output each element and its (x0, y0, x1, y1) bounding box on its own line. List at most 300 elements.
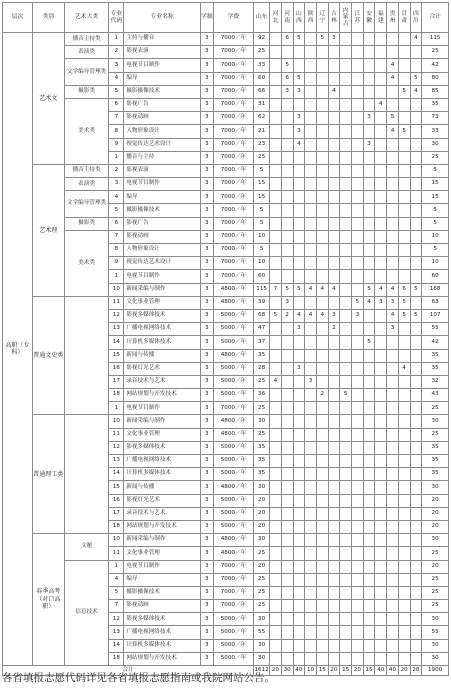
quota-jilin: 3 (328, 309, 340, 322)
row-total-cell: 73 (422, 112, 449, 125)
major-code-cell: 13 (109, 323, 124, 336)
quota-sichuan (410, 494, 422, 507)
quota-shanxi (293, 244, 305, 257)
quota-gansu: 5 (398, 125, 410, 138)
major-code-cell: 16 (109, 494, 124, 507)
quota-jiangsu (352, 33, 364, 46)
header-art-class: 艺术大类 (64, 3, 109, 33)
major-code-cell: 6 (109, 217, 124, 230)
quota-hebei (270, 217, 282, 230)
major-code-cell: 18 (109, 652, 124, 665)
quota-fujian (375, 600, 387, 613)
quota-shandong: 15 (254, 178, 270, 191)
column-total-shaanxi: 10 (305, 666, 317, 676)
quota-hebei (270, 349, 282, 362)
quota-sichuan (410, 112, 422, 125)
quota-shaanxi (305, 626, 317, 639)
tuition-cell: 7000／年 (213, 204, 253, 217)
tuition-cell: 5000／年 (213, 323, 253, 336)
major-name-cell: 电视节目制作 (124, 270, 201, 283)
quota-guizhou (387, 85, 399, 98)
quota-liaoning (316, 468, 328, 481)
major-code-cell: 12 (109, 309, 124, 322)
major-name-cell: 编导 (124, 72, 201, 85)
quota-henan: 3 (281, 85, 293, 98)
quota-jiangsu (352, 455, 364, 468)
quota-hebei (270, 323, 282, 336)
quota-liaoning (316, 534, 328, 547)
quota-shandong: 55 (254, 626, 270, 639)
quota-sichuan (410, 507, 422, 520)
quota-shandong: 30 (254, 652, 270, 665)
quota-jiangsu (352, 204, 364, 217)
quota-guizhou (387, 441, 399, 454)
quota-guizhou (387, 626, 399, 639)
quota-jiangsu (352, 468, 364, 481)
duration-cell: 3 (200, 402, 213, 415)
quota-neimenggu (340, 72, 352, 85)
header-sichuan: 四川 (410, 3, 422, 33)
row-total-cell: 55 (422, 626, 449, 639)
quota-guizhou: 4 (387, 72, 399, 85)
quota-liaoning (316, 600, 328, 613)
quota-anhui (363, 520, 375, 533)
header-category: 类别 (32, 3, 64, 33)
quota-jilin: 4 (328, 283, 340, 296)
quota-shandong: 33 (254, 59, 270, 72)
quota-jilin (328, 164, 340, 177)
quota-fujian (375, 389, 387, 402)
major-name-cell: 影视多媒体技术 (124, 441, 201, 454)
quota-fujian (375, 547, 387, 560)
tuition-cell: 4800／年 (213, 547, 253, 560)
quota-shanxi (293, 626, 305, 639)
quota-anhui: 3 (363, 138, 375, 151)
duration-cell: 3 (200, 349, 213, 362)
quota-shaanxi (305, 59, 317, 72)
quota-gansu: 6 (398, 283, 410, 296)
quota-jilin: 3 (328, 33, 340, 46)
quota-anhui (363, 639, 375, 652)
quota-jilin (328, 441, 340, 454)
quota-henan (281, 138, 293, 151)
quota-hebei (270, 112, 282, 125)
quota-hebei (270, 178, 282, 191)
quota-hebei (270, 534, 282, 547)
major-name-cell: 影视动画 (124, 600, 201, 613)
table-row (3, 164, 449, 177)
major-name-cell: 视觉传达艺术设计 (124, 138, 201, 151)
quota-hebei (270, 125, 282, 138)
quota-henan: 6 (281, 72, 293, 85)
quota-sichuan (410, 138, 422, 151)
quota-fujian: 4 (375, 283, 387, 296)
quota-jiangsu (352, 59, 364, 72)
quota-jiangsu (352, 230, 364, 243)
tuition-cell: 4800／年 (213, 283, 253, 296)
duration-cell: 3 (200, 362, 213, 375)
quota-gansu (398, 244, 410, 257)
quota-henan: 2 (281, 309, 293, 322)
quota-sichuan (410, 270, 422, 283)
quota-shaanxi (305, 204, 317, 217)
quota-sichuan (410, 626, 422, 639)
quota-shanxi (293, 389, 305, 402)
row-total-cell: 168 (422, 283, 449, 296)
major-code-cell: 18 (109, 520, 124, 533)
major-name-cell: 电视节目制作 (124, 178, 201, 191)
row-total-cell: 55 (422, 323, 449, 336)
duration-cell: 3 (200, 600, 213, 613)
major-code-cell: 4 (109, 191, 124, 204)
quota-shandong: 47 (254, 323, 270, 336)
major-code-cell: 5 (109, 204, 124, 217)
quota-guizhou (387, 244, 399, 257)
duration-cell: 3 (200, 494, 213, 507)
quota-shanxi (293, 652, 305, 665)
quota-shaanxi (305, 151, 317, 164)
quota-shandong: 68 (254, 309, 270, 322)
duration-cell: 3 (200, 586, 213, 599)
quota-anhui (363, 98, 375, 111)
quota-sichuan (410, 336, 422, 349)
quota-guizhou (387, 178, 399, 191)
header-henan: 河南 (281, 3, 293, 33)
quota-fujian (375, 85, 387, 98)
header-level: 层次 (3, 3, 33, 33)
duration-cell: 3 (200, 112, 213, 125)
quota-anhui (363, 217, 375, 230)
quota-henan (281, 455, 293, 468)
quota-henan (281, 547, 293, 560)
major-name-cell: 计算机多媒体技术 (124, 468, 201, 481)
quota-gansu (398, 468, 410, 481)
quota-gansu (398, 72, 410, 85)
quota-shanxi (293, 560, 305, 573)
quota-sichuan (410, 441, 422, 454)
quota-shandong: 15 (254, 191, 270, 204)
quota-liaoning (316, 639, 328, 652)
quota-jiangsu: 5 (352, 296, 364, 309)
quota-sichuan (410, 151, 422, 164)
quota-jilin (328, 560, 340, 573)
quota-shanxi (293, 178, 305, 191)
duration-cell: 3 (200, 468, 213, 481)
quota-henan (281, 323, 293, 336)
quota-gansu (398, 33, 410, 46)
quota-anhui (363, 151, 375, 164)
quota-shanxi: 5 (293, 33, 305, 46)
quota-jilin (328, 586, 340, 599)
major-name-cell: 影视灯光艺术 (124, 494, 201, 507)
quota-jilin (328, 547, 340, 560)
quota-gansu (398, 481, 410, 494)
quota-hebei (270, 415, 282, 428)
quota-henan (281, 244, 293, 257)
row-total-cell: 20 (422, 494, 449, 507)
quota-guizhou (387, 138, 399, 151)
row-total-cell: 25 (422, 586, 449, 599)
quota-fujian (375, 349, 387, 362)
quota-guizhou (387, 336, 399, 349)
major-code-cell: 3 (109, 59, 124, 72)
column-total-fujian: 40 (375, 666, 387, 676)
quota-fujian (375, 151, 387, 164)
quota-jiangsu (352, 244, 364, 257)
quota-gansu (398, 375, 410, 388)
quota-anhui (363, 534, 375, 547)
quota-guizhou (387, 164, 399, 177)
quota-jiangsu (352, 652, 364, 665)
quota-gansu (398, 494, 410, 507)
quota-shaanxi (305, 389, 317, 402)
quota-jiangsu (352, 520, 364, 533)
quota-sichuan (410, 547, 422, 560)
row-total-cell: 10 (422, 257, 449, 270)
major-name-cell: 影视广告 (124, 217, 201, 230)
quota-fujian (375, 217, 387, 230)
row-total-cell: 5 (422, 204, 449, 217)
column-total-anhui: 15 (363, 666, 375, 676)
quota-gansu (398, 415, 410, 428)
quota-neimenggu (340, 455, 352, 468)
quota-guizhou (387, 151, 399, 164)
quota-liaoning (316, 402, 328, 415)
quota-gansu: 4 (398, 362, 410, 375)
duration-cell: 3 (200, 481, 213, 494)
quota-guizhou (387, 600, 399, 613)
quota-anhui (363, 613, 375, 626)
quota-hebei (270, 46, 282, 59)
quota-shandong: 21 (254, 125, 270, 138)
header-total: 合计 (422, 3, 449, 33)
header-gansu: 甘肃 (398, 3, 410, 33)
quota-shanxi (293, 573, 305, 586)
quota-shanxi (293, 613, 305, 626)
major-code-cell: 14 (109, 468, 124, 481)
quota-anhui (363, 309, 375, 322)
quota-jilin (328, 217, 340, 230)
tuition-cell: 7000／年 (213, 46, 253, 59)
header-shandong: 山东 (254, 3, 270, 33)
quota-sichuan (410, 204, 422, 217)
quota-jilin (328, 151, 340, 164)
quota-jiangsu (352, 375, 364, 388)
quota-sichuan (410, 389, 422, 402)
row-total-cell: 35 (422, 98, 449, 111)
quota-fujian (375, 428, 387, 441)
quota-hebei (270, 59, 282, 72)
quota-neimenggu (340, 164, 352, 177)
quota-jilin (328, 98, 340, 111)
quota-henan (281, 428, 293, 441)
major-name-cell: 录音技术与艺术 (124, 375, 201, 388)
quota-henan: 5 (281, 283, 293, 296)
duration-cell: 3 (200, 415, 213, 428)
header-major-name: 专业名称 (124, 3, 201, 33)
row-total-cell: 30 (422, 613, 449, 626)
quota-shandong: 25 (254, 573, 270, 586)
row-total-cell: 5 (422, 164, 449, 177)
quota-guizhou (387, 204, 399, 217)
major-code-cell: 12 (109, 441, 124, 454)
major-code-cell: 9 (109, 257, 124, 270)
quota-gansu (398, 402, 410, 415)
category-cell: 普通理工类 (32, 415, 64, 534)
quota-gansu (398, 586, 410, 599)
quota-shanxi: 5 (293, 72, 305, 85)
duration-cell: 3 (200, 547, 213, 560)
quota-neimenggu (340, 257, 352, 270)
quota-hebei (270, 389, 282, 402)
duration-cell: 3 (200, 389, 213, 402)
quota-shanxi (293, 402, 305, 415)
quota-neimenggu (340, 125, 352, 138)
quota-shandong: 39 (254, 296, 270, 309)
quota-jiangsu (352, 362, 364, 375)
tuition-cell: 5000／年 (213, 336, 253, 349)
quota-hebei (270, 507, 282, 520)
quota-fujian (375, 481, 387, 494)
column-total-hebei: 20 (270, 666, 282, 676)
major-code-cell: 2 (109, 46, 124, 59)
quota-fujian (375, 639, 387, 652)
column-total-shanxi: 40 (293, 666, 305, 676)
duration-cell: 3 (200, 257, 213, 270)
quota-anhui (363, 494, 375, 507)
quota-jiangsu (352, 494, 364, 507)
quota-hebei (270, 33, 282, 46)
quota-jilin (328, 389, 340, 402)
major-code-cell: 16 (109, 362, 124, 375)
quota-shaanxi (305, 230, 317, 243)
quota-guizhou (387, 586, 399, 599)
quota-jilin (328, 481, 340, 494)
quota-shanxi (293, 257, 305, 270)
quota-fujian (375, 494, 387, 507)
quota-shanxi (293, 534, 305, 547)
quota-anhui: 5 (363, 336, 375, 349)
tuition-cell: 7000／年 (213, 573, 253, 586)
quota-gansu (398, 98, 410, 111)
row-total-cell: 25 (422, 402, 449, 415)
row-total-cell: 30 (422, 138, 449, 151)
quota-shandong: 25 (254, 46, 270, 59)
tuition-cell: 5000／年 (213, 441, 253, 454)
quota-neimenggu (340, 375, 352, 388)
quota-shaanxi (305, 534, 317, 547)
quota-henan (281, 230, 293, 243)
tuition-cell: 7000／年 (213, 85, 253, 98)
quota-hebei (270, 652, 282, 665)
quota-jilin (328, 72, 340, 85)
major-name-cell: 影视表演 (124, 46, 201, 59)
quota-henan (281, 534, 293, 547)
quota-shaanxi (305, 217, 317, 230)
quota-hebei (270, 191, 282, 204)
quota-henan (281, 586, 293, 599)
quota-shaanxi (305, 112, 317, 125)
quota-guizhou (387, 494, 399, 507)
quota-anhui (363, 362, 375, 375)
quota-henan (281, 164, 293, 177)
quota-neimenggu (340, 33, 352, 46)
quota-fujian (375, 257, 387, 270)
quota-guizhou: 4 (387, 283, 399, 296)
quota-neimenggu (340, 494, 352, 507)
quota-henan (281, 507, 293, 520)
header-jiangsu: 江苏 (352, 3, 364, 33)
quota-shandong: 28 (254, 362, 270, 375)
quota-shaanxi: 4 (305, 309, 317, 322)
quota-jiangsu (352, 98, 364, 111)
major-name-cell: 广播电视网络技术 (124, 455, 201, 468)
quota-liaoning (316, 270, 328, 283)
major-name-cell: 文化事业管理 (124, 296, 201, 309)
quota-fujian: 4 (375, 98, 387, 111)
quota-neimenggu (340, 428, 352, 441)
row-total-cell: 5 (422, 217, 449, 230)
major-code-cell: 10 (109, 283, 124, 296)
quota-neimenggu (340, 112, 352, 125)
quota-liaoning (316, 323, 328, 336)
row-total-cell: 63 (422, 296, 449, 309)
quota-jilin (328, 244, 340, 257)
quota-neimenggu (340, 402, 352, 415)
header-tuition: 学费 (213, 3, 253, 33)
major-name-cell: 广播电视网络技术 (124, 626, 201, 639)
tuition-cell: 5000／年 (213, 309, 253, 322)
quota-neimenggu (340, 349, 352, 362)
major-code-cell: 18 (109, 389, 124, 402)
quota-shanxi (293, 507, 305, 520)
quota-neimenggu (340, 441, 352, 454)
row-total-cell: 25 (422, 428, 449, 441)
quota-liaoning (316, 191, 328, 204)
row-total-cell: 35 (422, 468, 449, 481)
quota-anhui (363, 560, 375, 573)
quota-jiangsu (352, 257, 364, 270)
quota-hebei (270, 270, 282, 283)
header-major-code: 专业代码 (109, 3, 124, 33)
quota-anhui (363, 244, 375, 257)
quota-henan (281, 520, 293, 533)
quota-anhui (363, 375, 375, 388)
tuition-cell: 4800／年 (213, 296, 253, 309)
row-total-cell: 10 (422, 230, 449, 243)
quota-jiangsu (352, 164, 364, 177)
quota-fujian (375, 520, 387, 533)
table-row (3, 560, 449, 573)
duration-cell: 3 (200, 178, 213, 191)
major-name-cell: 新闻采编与制作 (124, 283, 201, 296)
header-liaoning: 辽宁 (316, 3, 328, 33)
major-code-cell: 8 (109, 244, 124, 257)
quota-guizhou (387, 415, 399, 428)
quota-shanxi (293, 46, 305, 59)
quota-neimenggu (340, 362, 352, 375)
duration-cell: 3 (200, 573, 213, 586)
quota-hebei (270, 85, 282, 98)
header-row (3, 3, 449, 33)
quota-sichuan (410, 230, 422, 243)
quota-shanxi (293, 468, 305, 481)
row-total-cell: 30 (422, 639, 449, 652)
duration-cell: 3 (200, 164, 213, 177)
quota-shaanxi (305, 164, 317, 177)
quota-guizhou (387, 402, 399, 415)
quota-shaanxi (305, 428, 317, 441)
